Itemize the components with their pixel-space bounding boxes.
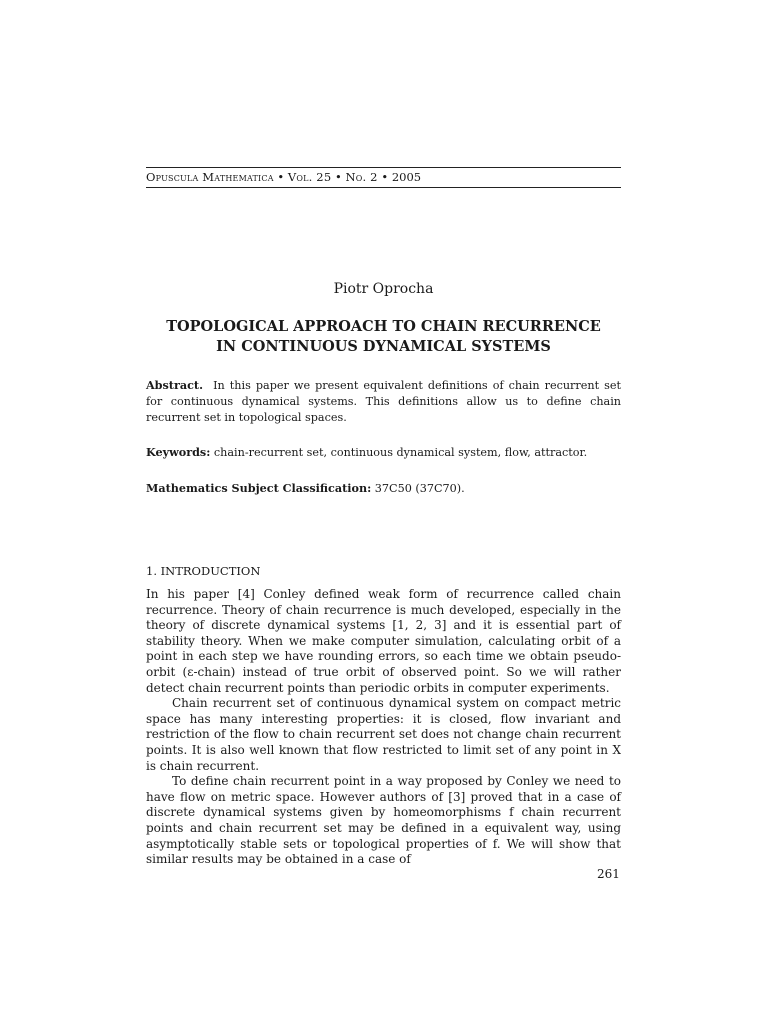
paragraph: In his paper [4] Conley defined weak form of recurrence called chain recurrence. Theory of chain recurrence is much developed, especially in the theory of discrete dynamical systems [1, 2, 3] and it is essential part of stability theory. When we make computer simulation, calculating orbit of a point in each step we have rounding errors, so each time we obtain pseudo-orbit (ε-chain) instead of true orbit of observed point. So we will rather detect chain recurrent points than periodic orbits in computer experiments. — [146, 587, 621, 695]
title-line-2: IN CONTINUOUS DYNAMICAL SYSTEMS — [216, 338, 551, 355]
abstract — [146, 377, 621, 426]
paragraph: To define chain recurrent point in a way proposed by Conley we need to have flow on metric space. However authors of [3] proved that in a case of discrete dynamical systems given by homeomorphisms f chain recurrent points and chain recurrent set may be defined in a equivalent way, using asymptotically stable sets or topological properties of f. We will show that similar results may be obtained in a case of — [146, 774, 621, 867]
page-number: 261 — [597, 867, 620, 881]
header-separator: • — [377, 170, 392, 184]
title-line-1: TOPOLOGICAL APPROACH TO CHAIN RECURRENCE — [166, 318, 601, 335]
keywords-label: Keywords: — [146, 445, 211, 459]
author-name: Piotr Oprocha — [333, 281, 434, 297]
body-text — [146, 587, 621, 868]
msc-text: 37C50 (37C70). — [374, 482, 465, 495]
abstract-text: In this paper we present equivalent definitions of chain recurrent set for continuous dynamical systems. This definitions allow us to define chain recurrent set in topological spaces. — [146, 379, 621, 424]
journal-name: Opuscula Mathematica — [146, 170, 274, 184]
journal-year: 2005 — [391, 170, 422, 184]
section-heading: 1. INTRODUCTION — [146, 564, 261, 578]
subject-classification — [146, 481, 621, 495]
abstract-label: Abstract. — [146, 378, 203, 392]
paragraph: Chain recurrent set of continuous dynamical system on compact metric space has many interesting properties: it is closed, flow invariant and restriction of the flow to chain recurrent set does not change chain recurrent points. It is also well known that flow restricted to limit set of any point in X is chain recurrent. — [146, 696, 621, 773]
msc-label: Mathematics Subject Classification: — [146, 481, 372, 495]
journal-number: No. 2 — [345, 170, 378, 184]
header-separator: • — [331, 170, 346, 184]
keywords — [146, 445, 621, 459]
keywords-text: chain-recurrent set, continuous dynamical system, flow, attractor. — [213, 446, 588, 459]
paper-title — [146, 317, 621, 357]
journal-header — [146, 167, 621, 188]
header-separator: • — [273, 170, 288, 184]
journal-volume: Vol. 25 — [287, 170, 332, 184]
